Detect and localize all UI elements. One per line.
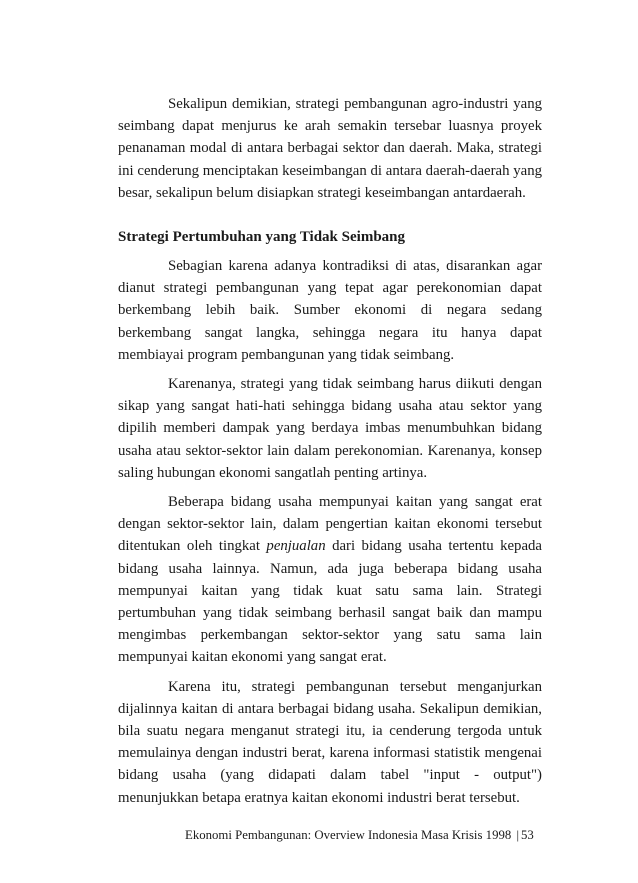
body-text [118,93,542,809]
paragraph-4-part-b: dari bidang usaha tertentu kepada bidang usaha lainnya. Namun, ada juga beberapa bidang usaha mempunyai kaitan yang tidak kuat satu sama lain. Strategi pertumbuhan yang tidak seimbang berhasil sangat baik dan mampu mengimbas perkembangan sektor-sektor yang satu sama lain mempunyai kaitan ekonomi yang sangat erat. [118,538,542,666]
paragraph-2: Sebagian karena adanya kontradiksi di atas, disarankan agar dianut strategi pembangunan yang tepat agar perekonomian dapat berkembang lebih baik. Sumber ekonomi di negara sedang berkembang sangat langka, sehingga negara itu hanya dapat membiayai program pembangunan yang tidak seimbang. [118,258,542,363]
footer-separator: | [516,828,520,842]
paragraph-4 [118,491,542,669]
paragraph-4-part-a: Beberapa bidang usaha mempunyai kaitan yang sangat erat dengan sektor-sektor lain, dalam pengertian kaitan ekonomi tersebut ditentukan oleh tingkat [118,494,542,555]
footer-title: Ekonomi Pembangunan: Overview Indonesia Masa Krisis 1998 [185,828,512,842]
paragraph-5: Karena itu, strategi pembangunan tersebut menganjurkan dijalinnya kaitan di antara berbagai bidang usaha. Sekalipun demikian, bila suatu negara menganut strategi itu, ia cenderung tergoda untuk memulainya dengan industri berat, karena informasi statistik mengenai bidang usaha (yang didapati dalam tabel "input - output") menunjukkan betapa eratnya kaitan ekonomi industri berat tersebut. [118,678,542,806]
section-heading: Strategi Pertumbuhan yang Tidak Seimbang [118,229,405,246]
paragraph-1: Sekalipun demikian, strategi pembangunan agro-industri yang seimbang dapat menjurus ke arah semakin tersebar luasnya proyek penanaman modal di antara berbagai sektor dan daerah. Maka, strategi ini cenderung menciptakan keseimbangan di antara daerah-daerah yang besar, sekalipun belum disiapkan strategi keseimbangan antardaerah. [118,96,542,201]
emphasis-penjualan: penjualan [266,538,326,555]
page-footer [185,827,534,843]
paragraph-3: Karenanya, strategi yang tidak seimbang harus diikuti dengan sikap yang sangat hati-hati sehingga bidang usaha atau sektor yang dipilih memberi dampak yang berdaya imbas menumbuhkan bidang usaha atau sektor-sektor lain dalam perekonomian. Karenanya, konsep saling hubungan ekonomi sangatlah penting artinya. [118,376,542,481]
page-number: 53 [521,828,534,842]
